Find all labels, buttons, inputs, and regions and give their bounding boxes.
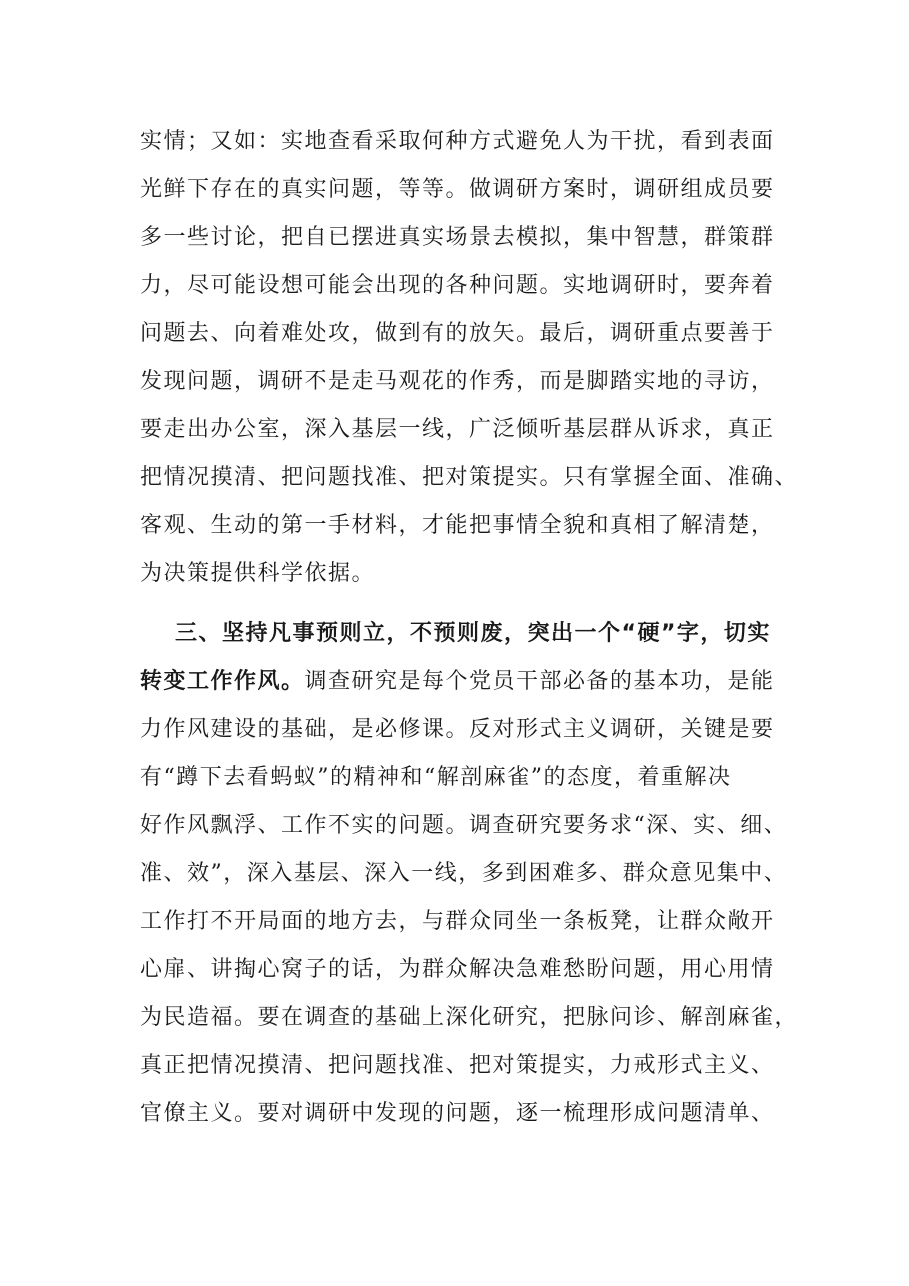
section-heading-end: 转变工作作风。 xyxy=(140,669,305,694)
text-line: 多一些讨论，把自已摆进真实场景去模拟，集中智慧，群策群 xyxy=(140,225,775,250)
section-heading: 三、坚持凡事预则立，不预则废，突出一个“硬”字，切实 xyxy=(175,621,771,646)
text-line: 把情况摸清、把问题找准、把对策提实。只有掌握全面、准确、 xyxy=(140,465,799,490)
text-line: 力作风建设的基础，是必修课。反对形式主义调研，关键是要 xyxy=(140,717,775,742)
paragraph-research-planning xyxy=(140,118,799,598)
text-line: 有“蹲下去看蚂蚁”的精神和“解剖麻雀”的态度，着重解决 xyxy=(140,765,732,790)
text-line: 客观、生动的第一手材料，才能把事情全貌和真相了解清楚， xyxy=(140,513,775,538)
text-line: 准、效”，深入基层、深入一线，多到困难多、群众意见集中、 xyxy=(140,861,788,886)
text-fragment: 调查研究是每个党员干部必备的基本功，是能 xyxy=(304,669,775,694)
text-line: 真正把情况摸清、把问题找准、把对策提实，力戒形式主义、 xyxy=(140,1053,775,1078)
text-line: 官僚主义。要对调研中发现的问题，逐一梳理形成问题清单、 xyxy=(140,1101,775,1126)
text-line: 要走出办公室，深入基层一线，广泛倾听基层群从诉求，真正 xyxy=(140,417,775,442)
text-line: 发现问题，调研不是走马观花的作秀，而是脚踏实地的寻访， xyxy=(140,369,775,394)
text-line: 实情；又如：实地查看采取何种方式避免人为干扰，看到表面 xyxy=(140,129,775,154)
text-line: 心扉、讲掏心窝子的话，为群众解决急难愁盼问题，用心用情 xyxy=(140,957,775,982)
text-line: 工作打不开局面的地方去，与群众同坐一条板凳，让群众敞开 xyxy=(140,909,775,934)
text-line: 为民造福。要在调查的基础上深化研究，把脉问诊、解剖麻雀， xyxy=(140,1005,799,1030)
text-line: 为决策提供科学依据。 xyxy=(140,561,376,586)
text-line: 好作风飘浮、工作不实的问题。调查研究要务求“深、实、细、 xyxy=(140,813,788,838)
text-line xyxy=(140,658,780,706)
text-line: 力，尽可能设想可能会出现的各种问题。实地调研时，要奔着 xyxy=(140,273,775,298)
paragraph-section-three xyxy=(140,610,799,1138)
text-line: 光鲜下存在的真实问题，等等。做调研方案时，调研组成员要 xyxy=(140,177,775,202)
text-line: 问题去、向着难处攻，做到有的放矢。最后，调研重点要善于 xyxy=(140,321,775,346)
